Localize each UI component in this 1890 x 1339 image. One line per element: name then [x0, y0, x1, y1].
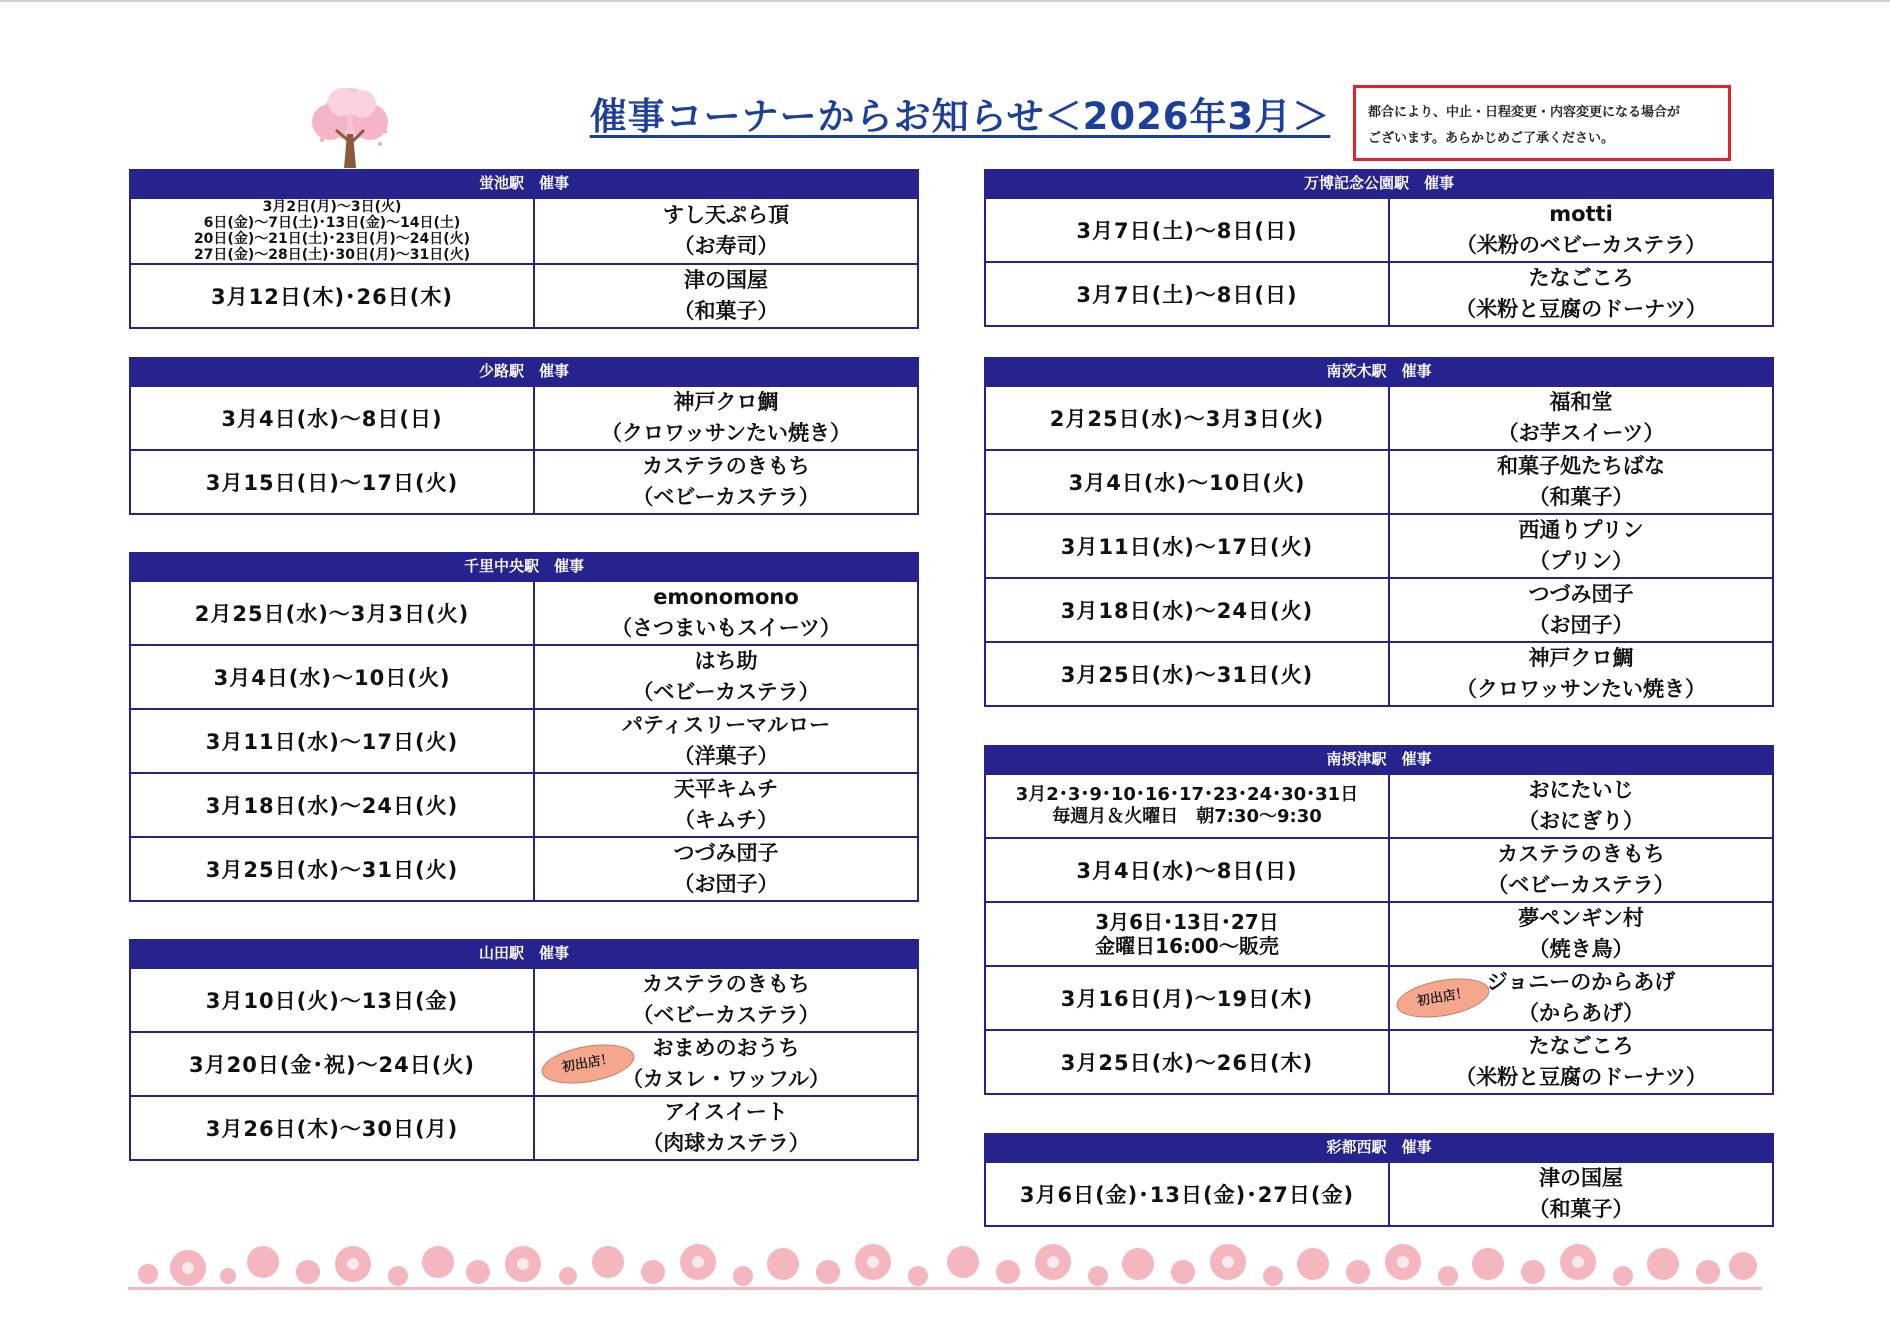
shop-name: 神戸クロ鯛 — [673, 390, 779, 414]
shop-category: （和菓子） — [1528, 1197, 1634, 1221]
cherry-tree-illustration — [300, 84, 400, 174]
shop-category: （洋菓子） — [673, 744, 779, 768]
table-row — [130, 837, 918, 901]
shop-category: （お団子） — [673, 872, 779, 896]
notice-line: ございます。あらかじめご了承ください。 — [1368, 131, 1614, 146]
event-shop — [1389, 966, 1773, 1030]
shop-category: （お団子） — [1528, 613, 1634, 637]
event-date: 3月18日(水)～24日(火) — [985, 578, 1389, 642]
date-line: 6日(金)～7日(土)･13日(金)～14日(土) — [203, 215, 461, 231]
shop-category: （プリン） — [1528, 549, 1634, 573]
event-shop — [534, 968, 918, 1032]
event-date — [130, 198, 534, 264]
section-shoji — [129, 357, 919, 515]
table-row — [130, 386, 918, 450]
event-shop — [534, 264, 918, 328]
event-shop — [1389, 386, 1773, 450]
notice-line: 都合により、中止・日程変更・内容変更になる場合が — [1368, 105, 1681, 120]
table-row — [130, 1096, 918, 1160]
shop-name: 神戸クロ鯛 — [1528, 646, 1634, 670]
event-date: 3月15日(日)～17日(火) — [130, 450, 534, 514]
event-date: 3月4日(水)～10日(火) — [985, 450, 1389, 514]
event-shop — [534, 386, 918, 450]
event-date: 2月25日(水)～3月3日(火) — [985, 386, 1389, 450]
shop-category: （さつまいもスイーツ） — [611, 616, 841, 640]
event-date: 2月25日(水)～3月3日(火) — [130, 581, 534, 645]
event-shop — [534, 709, 918, 773]
section-saitonishi — [984, 1133, 1774, 1227]
date-line: 3月2日(月)～3日(火) — [262, 199, 402, 215]
table-row — [130, 264, 918, 328]
event-date: 3月4日(水)～10日(火) — [130, 645, 534, 709]
event-shop — [534, 837, 918, 901]
shop-name: motti — [1549, 202, 1613, 226]
event-shop — [1389, 198, 1773, 262]
shop-category: （お寿司） — [673, 234, 779, 258]
event-shop — [534, 645, 918, 709]
date-line: 金曜日16:00～販売 — [1095, 934, 1279, 958]
shop-name: 夢ペンギン村 — [1518, 906, 1644, 930]
event-shop — [1389, 578, 1773, 642]
section-senrichuo — [129, 552, 919, 902]
event-shop — [534, 773, 918, 837]
table-row — [985, 966, 1773, 1030]
date-line: 3月2･3･9･10･16･17･23･24･30･31日 — [1015, 784, 1359, 805]
section-minamisettsu — [984, 745, 1774, 1095]
event-shop — [1389, 774, 1773, 838]
shop-name: 西通りプリン — [1518, 518, 1644, 542]
section-header: 南茨木駅 催事 — [984, 357, 1774, 385]
event-table — [984, 385, 1774, 707]
shop-name: つづみ団子 — [1528, 582, 1634, 606]
event-shop — [1389, 262, 1773, 326]
shop-category: （キムチ） — [673, 808, 779, 832]
shop-name: アイスイート — [664, 1100, 788, 1124]
shop-name: 津の国屋 — [684, 268, 768, 292]
shop-category: （ベビーカステラ） — [632, 1003, 820, 1027]
top-border — [0, 0, 1890, 2]
section-header: 千里中央駅 催事 — [129, 552, 919, 580]
shop-name: つづみ団子 — [673, 841, 779, 865]
event-date: 3月7日(土)～8日(日) — [985, 262, 1389, 326]
shop-category: （米粉と豆腐のドーナツ） — [1455, 1065, 1707, 1089]
event-table — [129, 967, 919, 1161]
date-line: 20日(金)～21日(土)･23日(月)～24日(火) — [193, 231, 471, 247]
shop-category: （お芋スイーツ） — [1497, 421, 1665, 445]
shop-name: ジョニーのからあげ — [1486, 970, 1676, 994]
event-date: 3月26日(木)～30日(月) — [130, 1096, 534, 1160]
event-table — [129, 385, 919, 515]
shop-name: すし天ぷら頂 — [663, 203, 789, 227]
shop-category: （ベビーカステラ） — [632, 485, 820, 509]
shop-name: おにたいじ — [1528, 778, 1634, 802]
event-date — [985, 902, 1389, 966]
shop-category: （カヌレ・ワッフル） — [621, 1067, 831, 1091]
shop-name: カステラのきもち — [642, 972, 810, 996]
event-shop — [1389, 642, 1773, 706]
table-row — [985, 198, 1773, 262]
event-shop — [534, 450, 918, 514]
shop-name: パティスリーマルロー — [621, 713, 831, 737]
event-date: 3月11日(水)～17日(火) — [985, 514, 1389, 578]
event-date: 3月4日(水)～8日(日) — [985, 838, 1389, 902]
event-shop — [534, 198, 918, 264]
event-date: 3月25日(水)～31日(火) — [985, 642, 1389, 706]
section-hotarugaike — [129, 169, 919, 329]
event-shop — [534, 1096, 918, 1160]
notice-box — [1353, 85, 1731, 161]
section-header: 万博記念公園駅 催事 — [984, 169, 1774, 197]
shop-category: （からあげ） — [1518, 1001, 1644, 1025]
event-date: 3月11日(水)～17日(火) — [130, 709, 534, 773]
shop-name: たなごころ — [1528, 266, 1634, 290]
table-row — [130, 773, 918, 837]
shop-name: カステラのきもち — [642, 454, 810, 478]
section-banpaku — [984, 169, 1774, 327]
shop-category: （和菓子） — [1528, 485, 1634, 509]
event-shop — [534, 581, 918, 645]
date-line: 27日(金)～28日(土)･30日(月)～31日(火) — [193, 247, 471, 263]
shop-category: （クロワッサンたい焼き） — [1456, 677, 1706, 701]
table-row — [985, 902, 1773, 966]
shop-name: 福和堂 — [1549, 390, 1613, 414]
shop-name: emonomono — [653, 585, 799, 609]
event-shop — [1389, 902, 1773, 966]
shop-name: 天平キムチ — [673, 777, 779, 801]
shop-name: 和菓子処たちばな — [1497, 454, 1665, 478]
section-header: 山田駅 催事 — [129, 939, 919, 967]
sakura-footer-decoration — [128, 1232, 1762, 1292]
shop-category: （米粉と豆腐のドーナツ） — [1455, 297, 1707, 321]
event-date: 3月25日(水)～26日(木) — [985, 1030, 1389, 1094]
table-row — [130, 709, 918, 773]
section-header: 蛍池駅 催事 — [129, 169, 919, 197]
table-row — [985, 514, 1773, 578]
footer-line — [128, 1287, 1762, 1290]
event-date: 3月25日(水)～31日(火) — [130, 837, 534, 901]
event-shop — [1389, 1162, 1773, 1226]
event-table — [984, 197, 1774, 327]
event-date: 3月18日(水)～24日(火) — [130, 773, 534, 837]
section-header: 少路駅 催事 — [129, 357, 919, 385]
event-table — [984, 1161, 1774, 1227]
event-shop — [1389, 838, 1773, 902]
shop-category: （肉球カステラ） — [642, 1131, 810, 1155]
event-table — [129, 197, 919, 329]
event-date: 3月7日(土)～8日(日) — [985, 198, 1389, 262]
event-shop — [1389, 450, 1773, 514]
table-row — [985, 774, 1773, 838]
table-row — [130, 968, 918, 1032]
table-row — [130, 581, 918, 645]
shop-category: （ベビーカステラ） — [632, 680, 820, 704]
shop-name: カステラのきもち — [1497, 842, 1665, 866]
table-row — [130, 450, 918, 514]
section-header: 彩都西駅 催事 — [984, 1133, 1774, 1161]
shop-name: おまめのおうち — [652, 1036, 800, 1060]
table-row — [985, 838, 1773, 902]
event-date — [985, 774, 1389, 838]
date-line: 毎週月＆火曜日 朝7:30～9:30 — [1052, 806, 1322, 827]
table-row — [985, 642, 1773, 706]
table-row — [130, 1032, 918, 1096]
shop-category: （焼き鳥） — [1528, 937, 1634, 961]
shop-name: たなごころ — [1528, 1034, 1634, 1058]
event-date: 3月6日(金)･13日(金)･27日(金) — [985, 1162, 1389, 1226]
shop-category: （クロワッサンたい焼き） — [601, 421, 851, 445]
shop-category: （おにぎり） — [1518, 809, 1644, 833]
event-shop — [1389, 514, 1773, 578]
table-row — [985, 262, 1773, 326]
section-header: 南摂津駅 催事 — [984, 745, 1774, 773]
table-row — [130, 645, 918, 709]
table-row — [985, 386, 1773, 450]
shop-category: （和菓子） — [673, 299, 779, 323]
event-date: 3月4日(水)～8日(日) — [130, 386, 534, 450]
event-date: 3月12日(木)･26日(木) — [130, 264, 534, 328]
shop-category: （米粉のベビーカステラ） — [1455, 233, 1707, 257]
table-row — [985, 450, 1773, 514]
shop-name: はち助 — [694, 649, 758, 673]
date-line: 3月6日･13日･27日 — [1095, 910, 1279, 934]
event-date: 3月20日(金･祝)～24日(火) — [130, 1032, 534, 1096]
event-date: 3月16日(月)～19日(木) — [985, 966, 1389, 1030]
table-row — [985, 1030, 1773, 1094]
event-shop — [1389, 1030, 1773, 1094]
event-shop — [534, 1032, 918, 1096]
event-table — [129, 580, 919, 902]
event-table — [984, 773, 1774, 1095]
shop-name: 津の国屋 — [1539, 1166, 1623, 1190]
page-title: 催事コーナーからお知らせ＜2026年3月＞ — [589, 95, 1331, 138]
shop-category: （ベビーカステラ） — [1487, 873, 1675, 897]
table-row — [985, 578, 1773, 642]
event-date: 3月10日(火)～13日(金) — [130, 968, 534, 1032]
section-yamada — [129, 939, 919, 1161]
section-minamiibaraki — [984, 357, 1774, 707]
table-row — [130, 198, 918, 264]
table-row — [985, 1162, 1773, 1226]
new-shop-badge: 初出店！ — [1394, 972, 1493, 1024]
new-shop-badge: 初出店！ — [539, 1038, 638, 1090]
